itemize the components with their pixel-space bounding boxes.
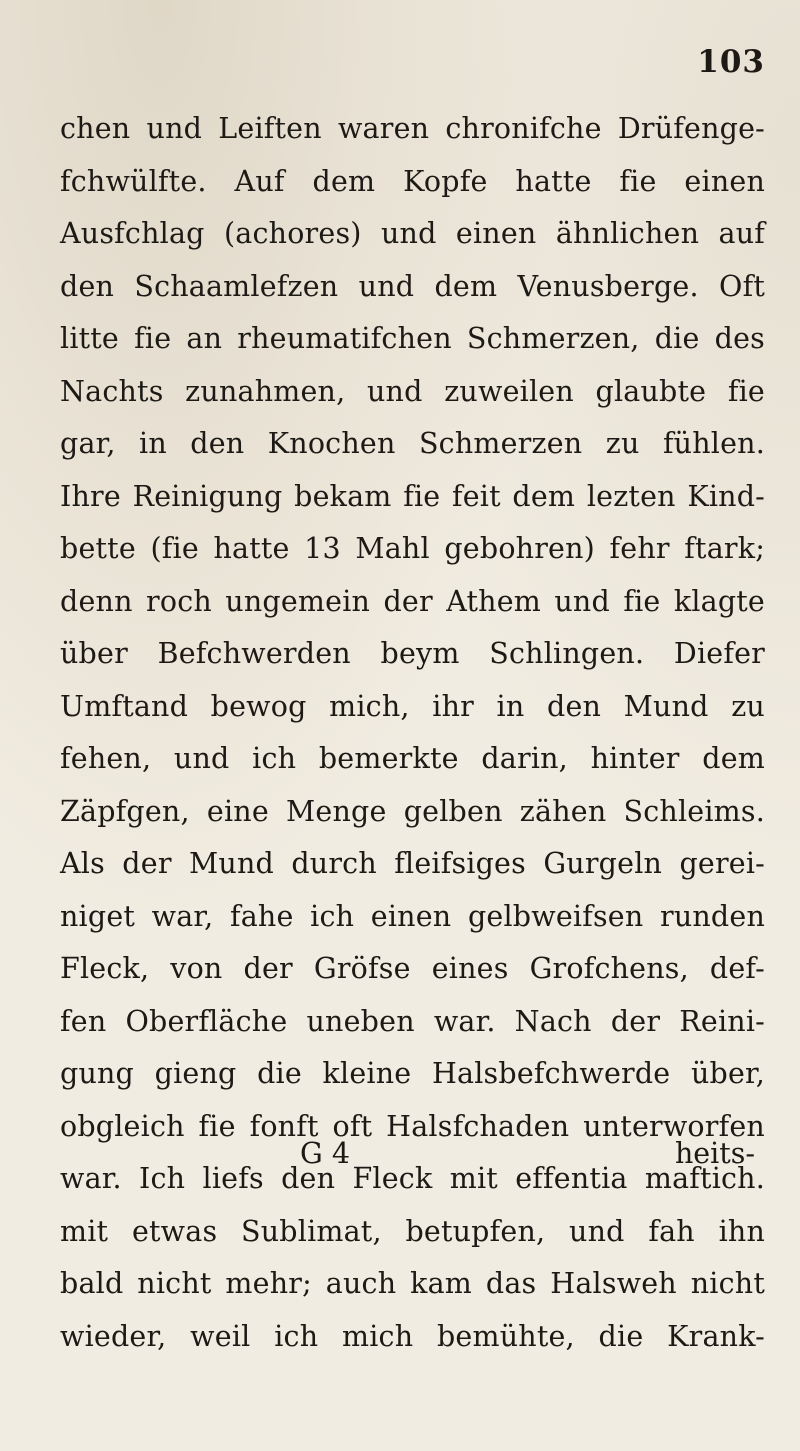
text-line: Ausfchlag (achores) und einen ähnlichen auf	[60, 217, 765, 250]
text-line: bald nicht mehr; auch kam das Halsweh nicht	[60, 1267, 765, 1300]
text-line: Ihre Reinigung bekam fie feit dem lezten Kind-	[60, 479, 765, 513]
text-line: den Schaamlefzen und dem Venusberge. Oft	[60, 269, 765, 303]
signature-mark: G 4	[300, 1137, 350, 1170]
text-line: fchwülfte. Auf dem Kopfe hatte fie einen	[60, 164, 765, 198]
text-line: gar, in den Knochen Schmerzen zu fühlen.	[60, 427, 765, 460]
text-line: gung gieng die kleine Halsbefchwerde über,	[60, 1057, 765, 1090]
text-line: Zäpfgen, eine Menge gelben zähen Schleims.	[60, 794, 765, 828]
text-line: war. Ich liefs den Fleck mit effentia maftich.	[60, 1162, 765, 1195]
text-line: Als der Mund durch fleifsiges Gurgeln gerei-	[60, 847, 765, 880]
catchword: heits-	[674, 1137, 755, 1170]
text-line: chen und Leiften waren chronifche Drüfenge-	[60, 112, 765, 145]
page-footer	[60, 1128, 765, 1180]
text-line: wieder, weil ich mich bemühte, die Krank-	[60, 1319, 765, 1353]
text-line: Fleck, von der Gröfse eines Grofchens, def-	[60, 952, 765, 985]
text-line: mit etwas Sublimat, betupfen, und fah ihn	[60, 1214, 765, 1248]
text-line: bette (fie hatte 13 Mahl gebohren) fehr ftark;	[60, 532, 765, 565]
text-line: litte fie an rheumatifchen Schmerzen, die des	[60, 322, 765, 355]
text-line: denn roch ungemein der Athem und fie klagte	[60, 584, 765, 618]
text-line: obgleich fie fonft oft Halsfchaden unterworfen	[60, 1109, 765, 1143]
page-number: 103	[697, 44, 765, 80]
text-line: Umftand bewog mich, ihr in den Mund zu	[60, 689, 765, 723]
text-line: über Befchwerden beym Schlingen. Diefer	[60, 637, 765, 670]
text-line: fehen, und ich bemerkte darin, hinter dem	[60, 742, 765, 775]
text-line: niget war, fahe ich einen gelbweifsen runden	[60, 899, 765, 933]
text-line: fen Oberfläche uneben war. Nach der Reini-	[60, 1004, 765, 1038]
text-line: Nachts zunahmen, und zuweilen glaubte fie	[60, 374, 765, 408]
